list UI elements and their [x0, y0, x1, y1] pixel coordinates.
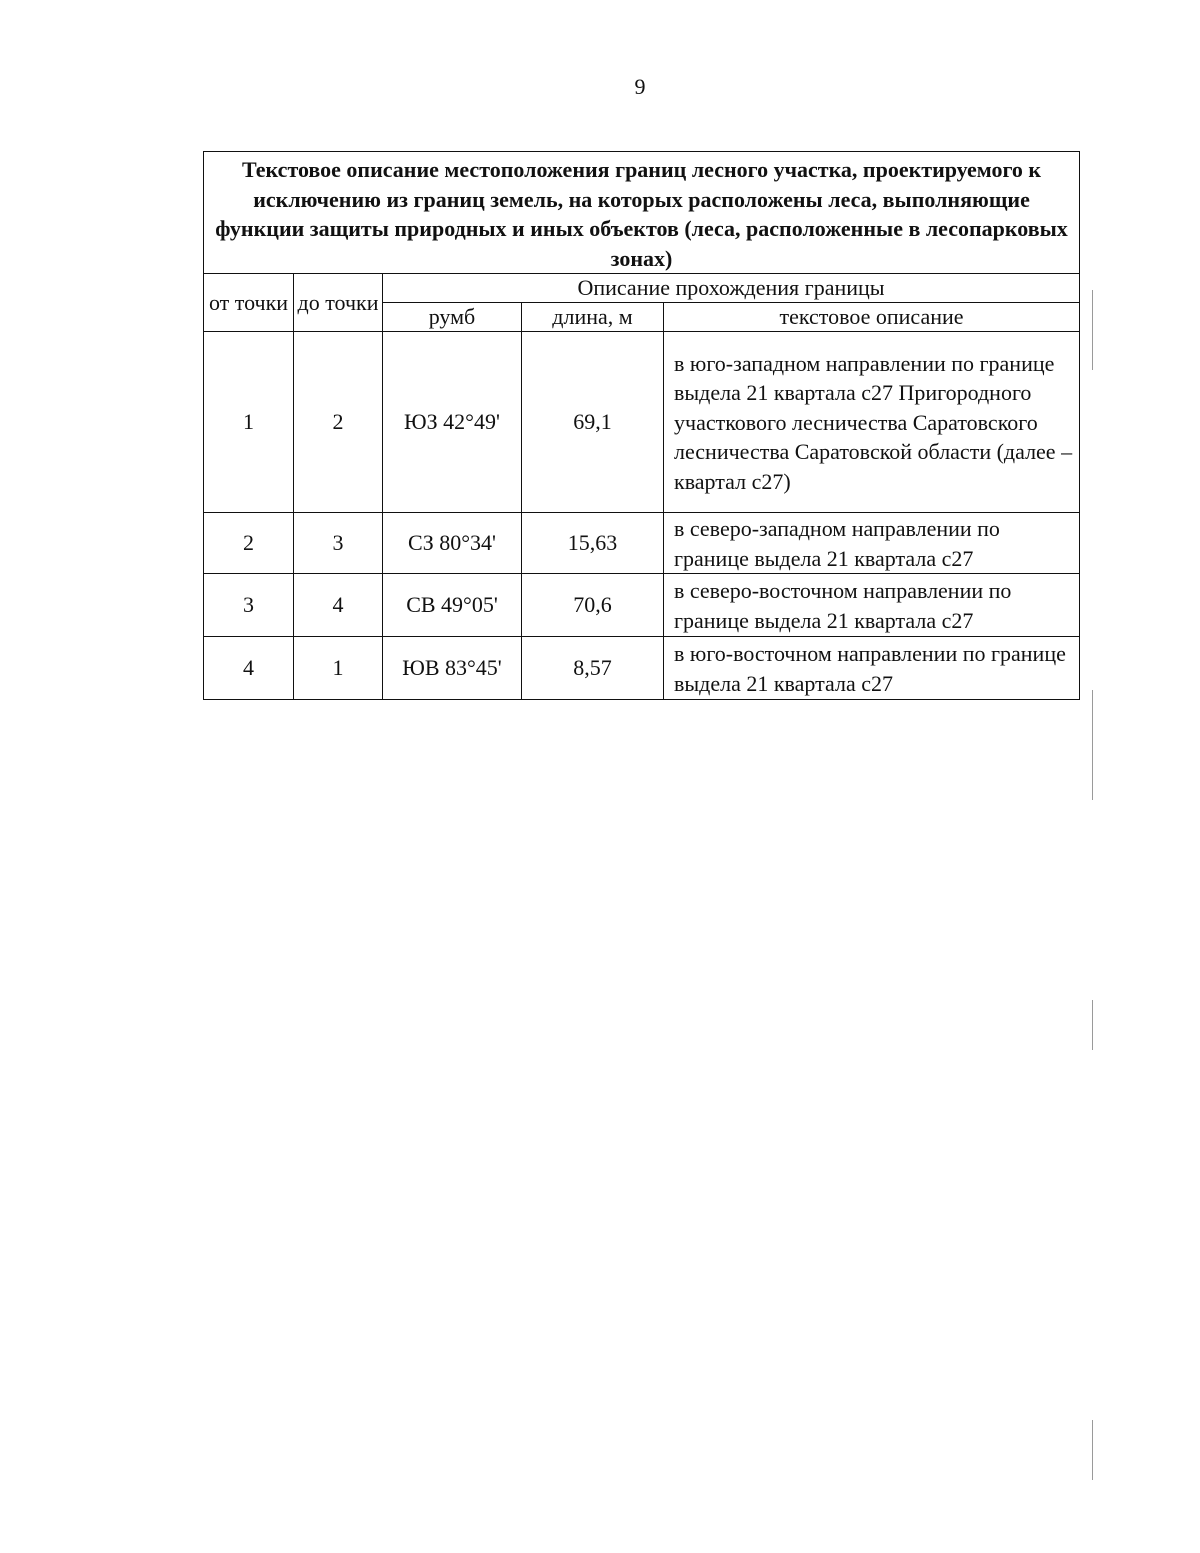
header-text-description: текстовое описание — [664, 303, 1080, 332]
scan-artifact — [1092, 1000, 1093, 1050]
boundary-table — [203, 151, 1080, 700]
header-to-point: до точки — [294, 274, 383, 332]
cell-length: 8,57 — [522, 637, 664, 700]
cell-from: 3 — [204, 574, 294, 637]
table-title-row — [204, 152, 1080, 274]
cell-from: 1 — [204, 332, 294, 513]
cell-from: 2 — [204, 513, 294, 574]
cell-to: 1 — [294, 637, 383, 700]
header-from-point: от точки — [204, 274, 294, 332]
cell-bearing: СЗ 80°34' — [383, 513, 522, 574]
table-title: Текстовое описание местоположения границ лесного участка, проектируемого к исключению из границ земель, на которых расположены леса, выполняющие функции защиты природных и иных объектов (леса, расположенные в лесопарковых зонах) — [204, 152, 1080, 274]
page-number: 9 — [634, 74, 646, 99]
cell-to: 2 — [294, 332, 383, 513]
cell-description: в северо-восточном направлении по границе выдела 21 квартала с27 — [664, 574, 1080, 637]
header-boundary-description: Описание прохождения границы — [383, 274, 1080, 303]
cell-description: в северо-западном направлении по границе выдела 21 квартала с27 — [664, 513, 1080, 574]
cell-length: 70,6 — [522, 574, 664, 637]
table-row — [204, 637, 1080, 700]
cell-to: 4 — [294, 574, 383, 637]
cell-bearing: ЮЗ 42°49' — [383, 332, 522, 513]
cell-from: 4 — [204, 637, 294, 700]
cell-length: 69,1 — [522, 332, 664, 513]
scan-artifact — [1092, 690, 1093, 800]
cell-bearing: СВ 49°05' — [383, 574, 522, 637]
scan-artifact — [1092, 1420, 1093, 1480]
header-bearing: румб — [383, 303, 522, 332]
cell-length: 15,63 — [522, 513, 664, 574]
table-row — [204, 513, 1080, 574]
header-length: длина, м — [522, 303, 664, 332]
cell-description: в юго-западном направлении по границе выдела 21 квартала с27 Пригородного участкового лесничества Саратовского лесничества Саратовской области (далее – квартал с27) — [664, 332, 1080, 513]
table-header-row-1 — [204, 274, 1080, 303]
table-row — [204, 574, 1080, 637]
cell-to: 3 — [294, 513, 383, 574]
cell-bearing: ЮВ 83°45' — [383, 637, 522, 700]
cell-description: в юго-восточном направлении по границе выдела 21 квартала с27 — [664, 637, 1080, 700]
scan-artifact — [1092, 290, 1093, 370]
table-row — [204, 332, 1080, 513]
